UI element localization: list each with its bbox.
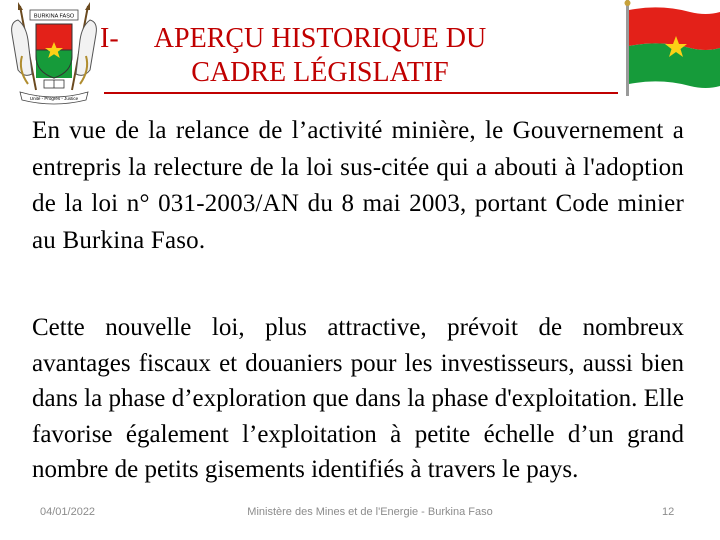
slide-number: 12: [662, 506, 675, 518]
footer-date: 04/01/2022: [40, 506, 96, 518]
paragraph-mining-code-adoption: En vue de la relance de l’activité minière, le Gouvernement a entrepris la relecture de la loi sus-citée qui a abouti à l'adoption de la loi n° 031-2003/AN du 8 mai 2003, portant Code minier au Burkina Faso.: [32, 117, 684, 254]
burkina-flag: [620, 0, 720, 96]
paragraph-new-law-advantages: Cette nouvelle loi, plus attractive, prévoit de nombreux avantages fiscaux et douaniers pour les investisseurs, aussi bien dans la phase d’exploration que dans la phase d'exploitation. Elle favorise également l’exploitation à petite échelle d’un grand nombre de petits gisements identifiés à travers le pays.: [32, 314, 684, 483]
section-number: I-: [100, 23, 119, 54]
footer-ministry: Ministère des Mines et de l'Energie - Burkina Faso: [247, 506, 493, 518]
title-line-2: CADRE LÉGISLATIF: [191, 57, 449, 88]
title-line-1: APERÇU HISTORIQUE DU: [153, 23, 487, 54]
emblem-banner-text: BURKINA FASO: [33, 13, 75, 20]
title-underline: [104, 92, 618, 94]
slide-title: [100, 22, 540, 90]
emblem-motto-text: Unité - Progrès - Justice: [29, 96, 79, 101]
coat-of-arms-emblem: [6, 0, 102, 108]
